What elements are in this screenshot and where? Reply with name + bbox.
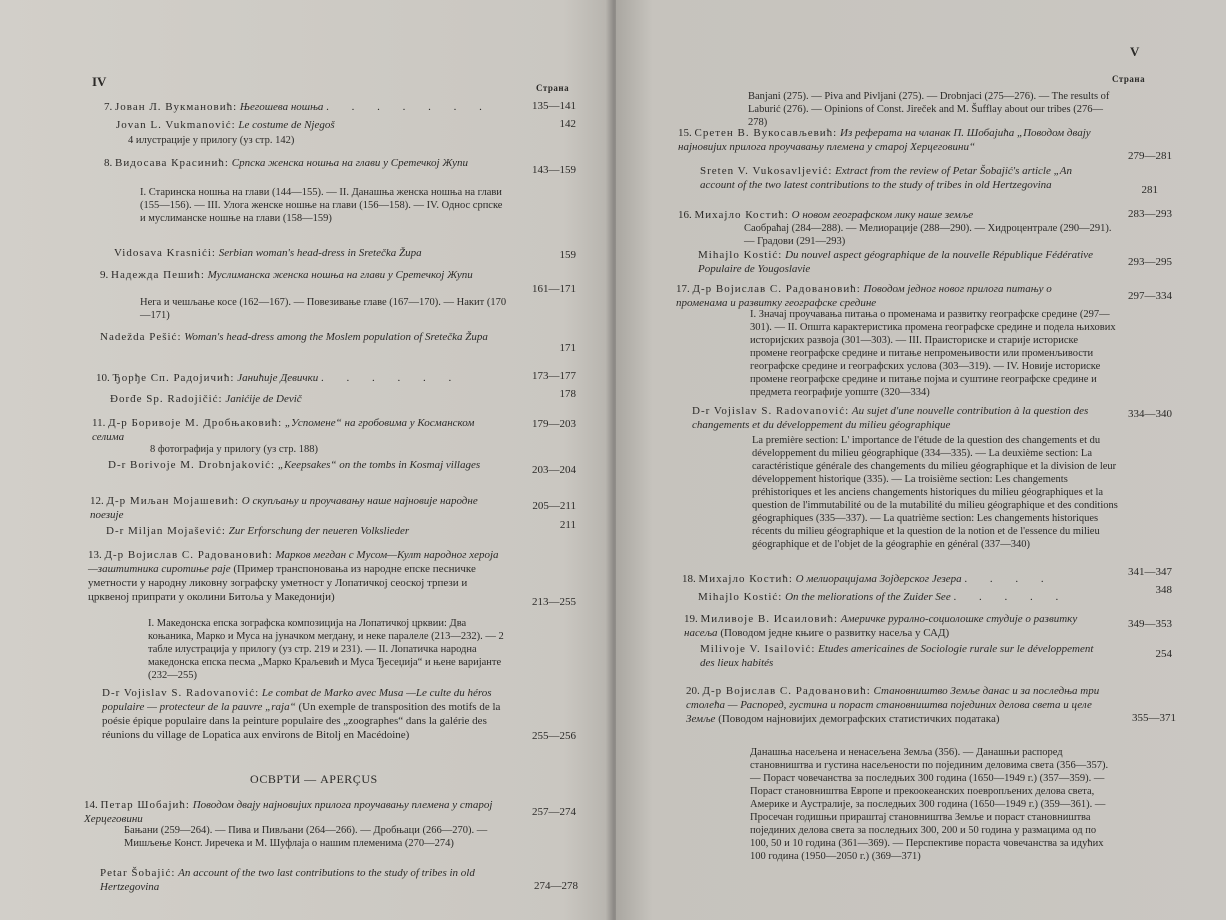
page-ref: 171 (559, 342, 576, 354)
page-ref: 297—334 (1128, 290, 1172, 302)
page-ref: 203—204 (532, 464, 576, 476)
column-header-right: Страна (1112, 74, 1146, 84)
section-heading: ОСВРТИ — APERÇUS (250, 772, 378, 786)
toc-entry: 7. Јован Л. Вукмановић: Његошева ношња . . . . . . . (104, 101, 492, 113)
toc-entry: D-r Borivoje M. Drobnjaković: „Keepsakes“ on the tombs in Kosmaj villages (108, 459, 481, 471)
right-page (616, 0, 1226, 920)
toc-entry: Mihajlo Kostić: Du nouvel aspect géographique de la nouvelle République Fédérative Populaire de Yougoslavie (698, 249, 1094, 275)
page-ref: 159 (559, 249, 576, 261)
toc-entry: 18. Михајло Костић: О мелиорацијама Зојдерског Језера . . . . (682, 573, 1054, 585)
entry-subsections: I. Значај проучавања питања о променама и развитку географске средине (297—301). — II. Општа карактеристика промена географске средине и подела њихових историјских развоја (301—303). — III. Праисториске и старије историске промене географске средине и питање непромењивости или променљивости географске средине и географских услова (303—319). — IV. Новије историске промене географске средине и питање појма и суштине географске средине и предмета географије уопште (320—334) (750, 309, 1116, 398)
page-ref: 254 (1155, 648, 1172, 660)
toc-entry: 20. Д-р Војислав С. Радовановић: Становништво Земље данас и за последња три столећа — Распоред, густина и пораст становништва појединих делова света и целе Земље (Поводом најновијих демографских статистичких података) (686, 685, 1100, 725)
toc-entry: Vidosava Krasnići: Serbian woman's head-dress in Sretečka Župa (114, 247, 422, 259)
page-ref: 334—340 (1128, 408, 1172, 420)
toc-entry: Milivoje V. Isailović: Etudes americaines de Sociologie rurale sur le développement des lieux habités (700, 643, 1094, 669)
toc-entry: 19. Миливоје В. Исаиловић: Америчке рурално-социолошке студије о развитку насеља (Поводом једне књиге о развитку насеља у САД) (684, 613, 1078, 639)
carryover-text: Banjani (275). — Piva and Pivljani (275). — Drobnjaci (275—276). — The results of Laburić (276). — Opinions of Const. Jireček and M. Šufflay about our tribes (276—278) (748, 91, 1110, 128)
toc-entry: 9. Надежда Пешић: Муслиманска женска ношња на глави у Сретечкој Жупи (100, 269, 473, 281)
page-ref: 283—293 (1128, 208, 1172, 220)
column-header-left: Страна (536, 83, 570, 93)
entry-note: 4 илустрације у прилогу (уз стр. 142) (128, 135, 295, 146)
page-ref: 279—281 (1128, 150, 1172, 162)
entry-note: 8 фотографија у прилогу (уз стр. 188) (150, 444, 319, 455)
page-ref: 213—255 (532, 596, 576, 608)
toc-entry: 11. Д-р Боривоје М. Дробњаковић: „Успомене“ на гробовима у Косманском селима (92, 417, 475, 443)
page-ref: 142 (559, 118, 576, 130)
page-ref: 293—295 (1128, 256, 1172, 268)
page-ref: 135—141 (532, 100, 576, 112)
toc-entry: 12. Д-р Миљан Мојашевић: О скупљању и проучавању наше најновије народне поезије (90, 495, 478, 521)
toc-entry: Mihajlo Kostić: On the meliorations of the Zuider See . . . . . (698, 591, 1069, 603)
toc-entry: Đorđe Sp. Radojičić: Janićije de Devič (110, 393, 302, 405)
toc-entry: 13. Д-р Војислав С. Радовановић: Марков мегдан с Мусом—Култ народног хероја—заштитника сиротиње раје (Пример транспоновања из народне епске песничке уметности у народну ликовну зографску уметност у Лопатичкој сеоској трпези и црквеној припрати у околини Битоља у Македонији) (88, 549, 499, 603)
page-ref: 211 (559, 519, 576, 531)
toc-entry: 16. Михајло Костић: О новом географском лику наше земље (678, 209, 974, 221)
toc-entry: D-r Vojislav S. Radovanović: Le combat de Marko avec Musa —Le culte du héros populaire — protecteur de la pauvre „raja“ (Un exemple de transposition des motifs de la poésie épique populaire dans la peinture populaire des „zoographes“ dans la galérie des réunions du village de Lopatica aux environs de Bitolj en Macédoine) (102, 687, 501, 741)
entry-subsections: I. Македонска епска зографска композиција на Лопатичкој црквии: Два коњаника, Марко и Муса на јуначком мегдану, и неке паралеле (213—232). — 2 табле илустрација у прилогу (уз стр. 219 и 231). — II. Лопатичка народна македонска епска песма „Марко Краљевић и Муса Ђесеџија“ и њене варијанте (232—255) (148, 618, 504, 681)
page-ref: 161—171 (532, 283, 576, 295)
page-number-left: IV (92, 74, 107, 89)
toc-entry: Nadežda Pešić: Woman's head-dress among the Moslem population of Sretečka Župa (100, 331, 488, 343)
toc-entry: 8. Видосава Красинић: Српска женска ношња на глави у Сретечкој Жупи (104, 157, 468, 169)
page-ref: 349—353 (1128, 618, 1172, 630)
page-ref: 348 (1155, 584, 1172, 596)
entry-subsections: Данашња насељена и ненасељена Земља (356). — Данашњи распоред становништва и густина насељености по појединим деловима света (356—357). — Пораст човечанства за последњих 300 година (1650—1949 г.) (357—359). — Пораст становништва Европе и прекоокеанских поевропљених делова света, Америке и Аустралије, за последњих 300 година (1650—1949 г.) (359—361). — Просечан годишњи прираштај становништва Земље и пораст становништва појединих делова света за последњих 300, 200 и 50 година у размацима од по 100, 50 и 10 година (361—369). — Перспективе пораста човечанства за идућих 100 година (1950—2050 г.) (369—371) (750, 747, 1109, 862)
page-ref: 341—347 (1128, 566, 1172, 578)
page-ref: 178 (559, 388, 576, 400)
page-ref: 255—256 (532, 730, 576, 742)
toc-entry: 10. Ђорђе Сп. Радојичић: Јанићије Девички . . . . . . (96, 372, 462, 384)
page-ref: 173—177 (532, 370, 576, 382)
toc-entry: Sreten V. Vukosavljević: Extract from the review of Petar Šobajić's article „An account of the two latest contributions to the study of tribes in old Hertzegovina (700, 165, 1072, 191)
page-ref: 257—274 (532, 806, 576, 818)
page-ref: 205—211 (532, 500, 576, 512)
page-ref: 179—203 (532, 418, 576, 430)
left-page (0, 0, 612, 920)
page-ref: 274—278 (534, 880, 578, 892)
page-ref: 143—159 (532, 164, 576, 176)
page-ref: 355—371 (1132, 712, 1176, 724)
entry-subsections: Бањани (259—264). — Пива и Пивљани (264—266). — Дробњаци (266—270). — Мишљење Конст. Јиречека и М. Шуфлаја о нашим племенима (270—274) (124, 825, 488, 849)
page-number-right: V (1130, 44, 1140, 59)
toc-entry: 14. Петар Шобајић: Поводом двају најновијих прилога проучавању племена у старој Херцеговини (84, 799, 493, 825)
toc-entry: D-r Miljan Mojašević: Zur Erforschung der neueren Volkslieder (106, 525, 410, 537)
toc-entry: 17. Д-р Војислав С. Радовановић: Поводом једног новог прилога питању о променама и развитку географске средине (676, 283, 1052, 309)
entry-subsections: La première section: L' importance de l'étude de la question des changements et du développement du milieu géographique (334—335). — La deuxième section: La caractéristique générale des changements du milieu géographique et la division de leur développement historique (335). — La troisième section: Les changements préhistoriques et les anciens changements historiques du milieu géographiques et la question de l'immutabilité ou de la mutabilité du milieu géographique et des conditions géographiques (335—337). — La quatrième section: Les changements historiques récents du milieu géographique et la question de la notion et de l'essence du milieu géographique et de l'objet de la géographie en général (337—340) (752, 435, 1118, 550)
entry-subsections: Саобраћај (284—288). — Мелиорације (288—290). — Хидроцентрале (290—291). — Градови (291—293) (744, 223, 1112, 247)
page-ref: 281 (1141, 184, 1158, 196)
toc-entry: D-r Vojislav S. Radovanović: Au sujet d'une nouvelle contribution à la question des changements et du développement du milieu géographique (692, 405, 1089, 431)
toc-entry: Jovan L. Vukmanović: Le costume de Njegoš (116, 119, 335, 131)
entry-subsections: Нега и чешљање косе (162—167). — Повезивање главе (167—170). — Накит (170—171) (140, 297, 507, 321)
toc-entry: 15. Сретен В. Вукосављевић: Из реферата на чланак П. Шобајића „Поводом двају најновијих прилога проучавању племена у старој Херцеговини“ (678, 127, 1091, 153)
toc-entry: Petar Šobajić: An account of the two last contributions to the study of tribes in old Hertzegovina (100, 867, 475, 893)
entry-subsections: I. Старинска ношња на глави (144—155). — II. Данашња женска ношња на глави (155—156). — III. Улога женске ношње на глави (156—158). — IV. Однос српске и муслиманске ношње на глави (158—159) (140, 187, 503, 224)
